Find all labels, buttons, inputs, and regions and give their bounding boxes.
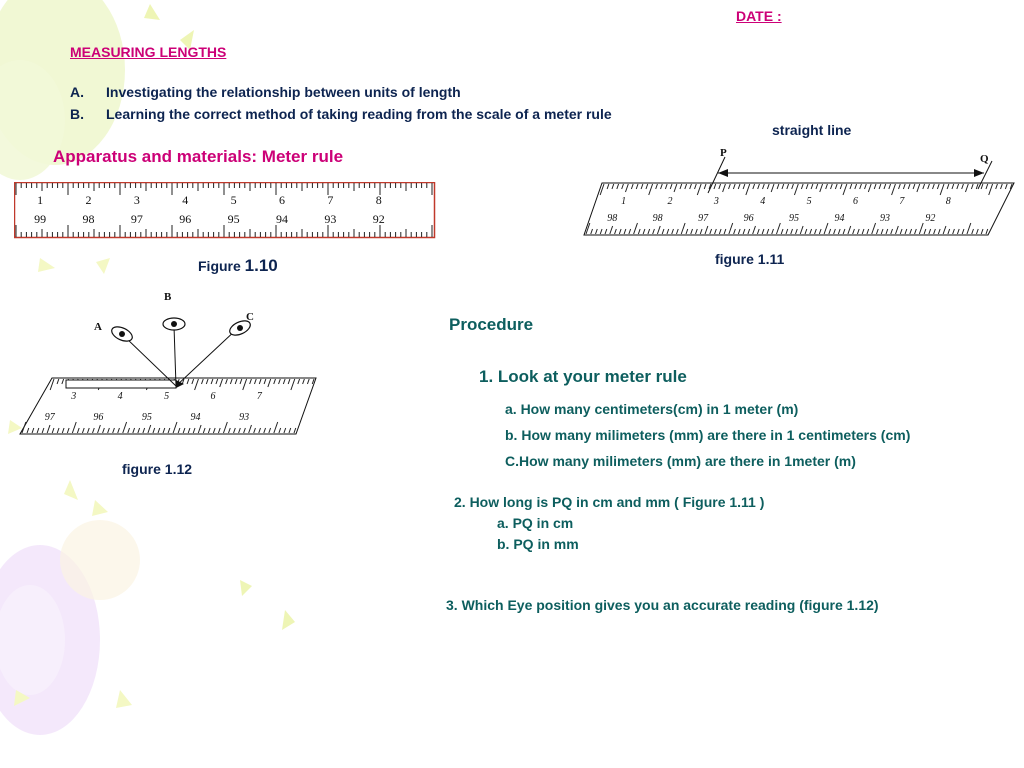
question-2a: a. PQ in cm [497, 515, 574, 531]
figure-1-10-ruler [14, 182, 436, 240]
ruler-top-number: 8 [375, 193, 382, 207]
ruler-bottom-number: 98 [607, 213, 618, 224]
ruler-bottom-number: 95 [227, 212, 240, 226]
ruler-top-number: 5 [806, 196, 812, 207]
ruler-top-number: 3 [71, 391, 77, 402]
objective-b [70, 106, 612, 122]
ruler-bottom-number: 94 [190, 412, 201, 423]
eye-c-label: C [246, 311, 254, 323]
ruler-bottom-number: 96 [179, 212, 192, 226]
date-label: DATE : [736, 8, 782, 24]
question-2-title: 2. How long is PQ in cm and mm ( Figure 1.11 ) [454, 494, 765, 510]
figure-1-10-caption-word: Figure [198, 258, 241, 274]
objective-a-text: Investigating the relationship between units of length [106, 84, 461, 100]
ruler-top-number: 4 [760, 196, 766, 207]
ruler-bottom-number: 96 [93, 412, 104, 423]
apparatus-heading: Apparatus and materials: Meter rule [53, 147, 344, 166]
ruler-top-number: 6 [853, 196, 858, 207]
question-2b: b. PQ in mm [497, 536, 579, 552]
ruler-bottom-number: 93 [324, 212, 337, 226]
figure-1-10-caption [198, 256, 278, 276]
objective-a [70, 84, 461, 100]
ruler-bottom-number: 99 [34, 212, 47, 226]
ruler-bottom-number: 92 [925, 213, 936, 224]
ruler-bottom-number: 93 [239, 412, 250, 423]
ruler-top-number: 1 [621, 196, 627, 207]
ruler-bottom-number: 92 [372, 212, 385, 226]
ruler-bottom-number: 95 [789, 213, 800, 224]
ruler-top-number: 4 [117, 391, 123, 402]
ruler-bottom-number: 97 [130, 212, 143, 226]
procedure-heading: Procedure [449, 315, 534, 334]
question-1c: C.How many milimeters (mm) are there in 1meter (m) [505, 453, 856, 469]
figure-1-11-diagram [580, 145, 1020, 240]
ruler-bottom-number: 98 [652, 213, 663, 224]
ruler-top-number: 1 [37, 193, 44, 207]
ruler-top-number: 8 [945, 196, 951, 207]
eye-a-icon [109, 324, 134, 344]
eye-b-label: B [164, 291, 172, 303]
ruler-top-number: 7 [256, 391, 262, 402]
figure-1-12-caption: figure 1.12 [122, 461, 193, 477]
figure-1-12-diagram [18, 288, 318, 442]
ruler-top-number: 6 [279, 193, 286, 207]
question-1b: b. How many milimeters (mm) are there in 1 centimeters (cm) [505, 427, 911, 443]
ruler-bottom-number: 94 [834, 213, 845, 224]
page-title: MEASURING LENGTHS [70, 44, 227, 60]
eye-a-label: A [94, 321, 102, 333]
ruler-top-number: 5 [230, 193, 237, 207]
point-q-label: Q [980, 153, 989, 165]
ruler-bottom-number: 97 [698, 213, 709, 224]
question-1a: a. How many centimeters(cm) in 1 meter (m) [505, 401, 799, 417]
ruler-bottom-number: 95 [141, 412, 152, 423]
ruler-top-number: 7 [899, 196, 905, 207]
ruler-top-number: 2 [85, 193, 92, 207]
ruler-top-number: 3 [713, 196, 719, 207]
ruler-top-number: 2 [667, 196, 673, 207]
ruler-bottom-number: 93 [879, 213, 890, 224]
question-1-title: 1. Look at your meter rule [479, 367, 687, 386]
objective-b-text: Learning the correct method of taking reading from the scale of a meter rule [106, 106, 612, 122]
ruler-top-number: 4 [182, 193, 189, 207]
figure-1-10-caption-number: 1.10 [244, 256, 278, 275]
point-p-label: P [720, 147, 727, 159]
ruler-bottom-number: 94 [276, 212, 289, 226]
eye-b-icon [163, 318, 185, 330]
ruler-bottom-number: 97 [44, 412, 55, 423]
ruler-top-number: 5 [164, 391, 170, 402]
ruler-bottom-number: 96 [743, 213, 754, 224]
question-3-title: 3. Which Eye position gives you an accurate reading (figure 1.12) [446, 597, 879, 613]
ruler-top-number: 6 [210, 391, 216, 402]
figure-1-11-caption: figure 1.11 [715, 251, 785, 267]
ruler-top-number: 3 [133, 193, 140, 207]
ruler-top-number: 7 [327, 193, 334, 207]
objective-b-letter: B. [70, 106, 84, 122]
straight-line-label: straight line [772, 122, 852, 138]
objective-a-letter: A. [70, 84, 84, 100]
ruler-bottom-number: 98 [82, 212, 95, 226]
